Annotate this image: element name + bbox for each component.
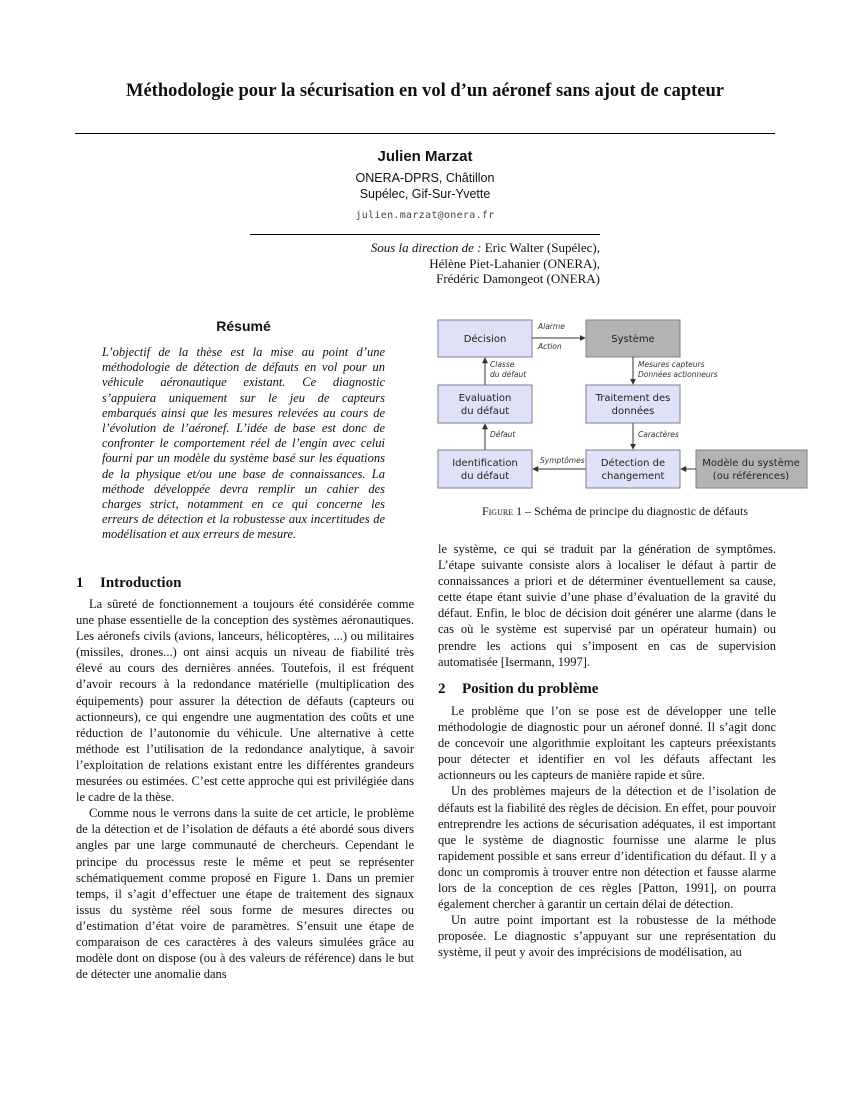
left-column bbox=[76, 596, 414, 982]
label-defaut: Défaut bbox=[490, 430, 516, 439]
right-column-section-2 bbox=[438, 703, 776, 961]
supervision-rule bbox=[250, 234, 600, 235]
abstract-title: Résumé bbox=[216, 318, 271, 334]
title-rule bbox=[75, 133, 775, 134]
label-classe-1: Classe bbox=[490, 360, 515, 369]
section-1-paragraph-2: Comme nous le verrons dans la suite de cet article, le problème de la détection et de l’isolation de défauts a été abordé sous divers angles par une large communauté de chercheurs. Cependant le principe du processus reste le même et peut se représenter schématiquement comme proposé en Figure 1. Dans un premier temps, il s’agit d’effectuer une étape de traitement des signaux issus du système réel sous forme de mesures directes ou d’estimation d’état voire de paramètres. S’ensuit une étape de comparaison de ces caractères à des valeurs simulées grâce au modèle dont on dispose (ou à des valeurs de référence) dans le but de détecter une anomalie dans bbox=[76, 806, 414, 982]
box-traitement-label-2: données bbox=[611, 406, 655, 417]
section-1-heading bbox=[76, 575, 181, 592]
section-1-title: Introduction bbox=[100, 575, 182, 591]
section-2-title: Position du problème bbox=[462, 681, 599, 697]
label-caracteres: Caractères bbox=[638, 430, 679, 439]
box-evaluation-label-1: Evaluation bbox=[458, 393, 512, 404]
supervisor-3: Frédéric Damongeot (ONERA) bbox=[436, 271, 600, 286]
box-identification bbox=[438, 450, 532, 488]
box-systeme-label: Système bbox=[611, 334, 655, 345]
box-traitement bbox=[586, 385, 680, 423]
section-2-paragraph-3: Un autre point important est la robustesse de la méthode proposée. Le diagnostic s’appuyant sur une représentation du système, il peut y avoir des imprécisions de modélisation, au bbox=[438, 913, 776, 960]
section-1-paragraph-1: La sûreté de fonctionnement a toujours été considérée comme une phase essentielle de la conception des systèmes aéronautiques. Les aéronefs civils (avions, lanceurs, hélicoptères, ...) ou militaires (missiles, drones...) ont ainsi acquis un niveau de fiabilité très élevé au cours des dernières années. Toutefois, il est fréquent d’avoir recours à la redondance matérielle (multiplication des équipements) pour assurer la détection de défauts (capteurs ou actionneurs), ce qui engendre une augmentation des coûts et une réduction de l’autonomie du véhicule. Une alternative à cette méthode est l’utilisation de la redondance analytique, à savoir l’exploitation de relations existant entre les différentes grandeurs mesurées ou estimées. C’est cette approche qui est privilégiée dans le cadre de la thèse. bbox=[76, 597, 414, 805]
figure-1-caption bbox=[430, 504, 800, 519]
affiliation-2: Supélec, Gif-Sur-Yvette bbox=[359, 187, 491, 201]
section-1-paragraph-3: le système, ce qui se traduit par la génération de symptômes. L’étape suivante consiste alors à localiser le défaut à partir de connaissances a priori et de déterminer éventuellement sa cause, cette étape étant suivie d’une phase d’évaluation de la gravité du défaut. Enfin, le bloc de décision doit générer une alarme (dans le cas où le système est supervisé par un opérateur humain) ou prendre les actions qui s’imposent en cas de supervision automatisée [Isermann, 1997]. bbox=[438, 542, 776, 669]
label-classe-2: du défaut bbox=[490, 370, 527, 379]
label-alarme: Alarme bbox=[538, 322, 565, 331]
box-modele-label-2: (ou références) bbox=[712, 471, 790, 482]
box-evaluation bbox=[438, 385, 532, 423]
section-1-number: 1 bbox=[76, 575, 84, 591]
box-detection bbox=[586, 450, 680, 488]
box-modele bbox=[696, 450, 807, 488]
section-2-number: 2 bbox=[438, 681, 446, 697]
affiliation-1: ONERA-DPRS, Châtillon bbox=[355, 171, 495, 185]
supervisor-2: Hélène Piet-Lahanier (ONERA), bbox=[429, 256, 600, 271]
label-mesures-1: Mesures capteurs bbox=[638, 360, 705, 369]
section-2-heading bbox=[438, 681, 598, 698]
label-mesures-2: Données actionneurs bbox=[638, 370, 718, 379]
label-action: Action bbox=[538, 342, 562, 351]
author-email: julien.marzat@onera.fr bbox=[355, 210, 495, 221]
box-identification-label-2: du défaut bbox=[460, 471, 510, 482]
section-2-paragraph-2: Un des problèmes majeurs de la détection et de l’isolation de défauts est la fiabilité des règles de décision. En effet, pour pouvoir entreprendre les actions de sécurisation adéquates, il est important que le système de diagnostic fournisse une alarme le plus rapidement possible et sans erreur d’identification du défaut. Il y a donc un compromis à trouver entre non détection et fausse alarme lors de la conception de ces règles [Patton, 1991], on pourra également chercher à garantir un certain délai de détection. bbox=[438, 784, 776, 912]
box-traitement-label-1: Traitement des bbox=[595, 393, 671, 404]
supervisor-1: Eric Walter (Supélec), bbox=[484, 240, 600, 255]
right-column-continuation bbox=[438, 541, 776, 670]
label-symptomes: Symptômes bbox=[540, 456, 585, 465]
section-2-paragraph-1: Le problème que l’on se pose est de développer une telle méthodologie de diagnostic pour un aéronef donné. Il s’agit donc de concevoir une algorithmie exploitant les capteurs préexistants pour détecter et identifier en vol les défauts affectant les actionneurs ou les capteurs de manière rapide et sûre. bbox=[438, 704, 776, 783]
supervision-label: Sous la direction de : bbox=[370, 240, 482, 255]
box-identification-label-1: Identification bbox=[452, 458, 518, 469]
supervisor-line-1 bbox=[250, 240, 600, 256]
figure-1-caption-text: Schéma de principe du diagnostic de défauts bbox=[534, 504, 749, 518]
box-modele-label-1: Modèle du système bbox=[702, 458, 800, 469]
box-decision-label: Décision bbox=[463, 334, 507, 345]
paper-title: Méthodologie pour la sécurisation en vol d’un aéronef sans ajout de capteur bbox=[125, 81, 724, 101]
author-name: Julien Marzat bbox=[377, 148, 473, 165]
box-detection-label-1: Détection de bbox=[600, 458, 666, 469]
figure-1-caption-label: Figure 1 – bbox=[481, 504, 532, 518]
figure-1-diagram bbox=[430, 315, 820, 495]
box-evaluation-label-2: du défaut bbox=[460, 406, 510, 417]
box-detection-label-2: changement bbox=[601, 471, 665, 482]
abstract-text: L’objectif de la thèse est la mise au point d’une méthodologie de détection de défauts en vol pour un véhicule aéronautique existant. Ce diagnostic s’appuiera uniquement sur le jeu de capteurs embarqués ainsi que les mesures relevées au cours de l’évolution de l’aéronef. L’idée de base est donc de confronter le comportement réel de l’engin avec celui fourni par un modèle du système basé sur les équations de la physique et/ou une base de connaissances. La méthode développée devra remplir un cahier des charges strict, notamment en ce qui concerne les erreurs de détection et la robustesse aux incertitudes de modélisation et aux erreurs de mesure. bbox=[102, 345, 385, 542]
